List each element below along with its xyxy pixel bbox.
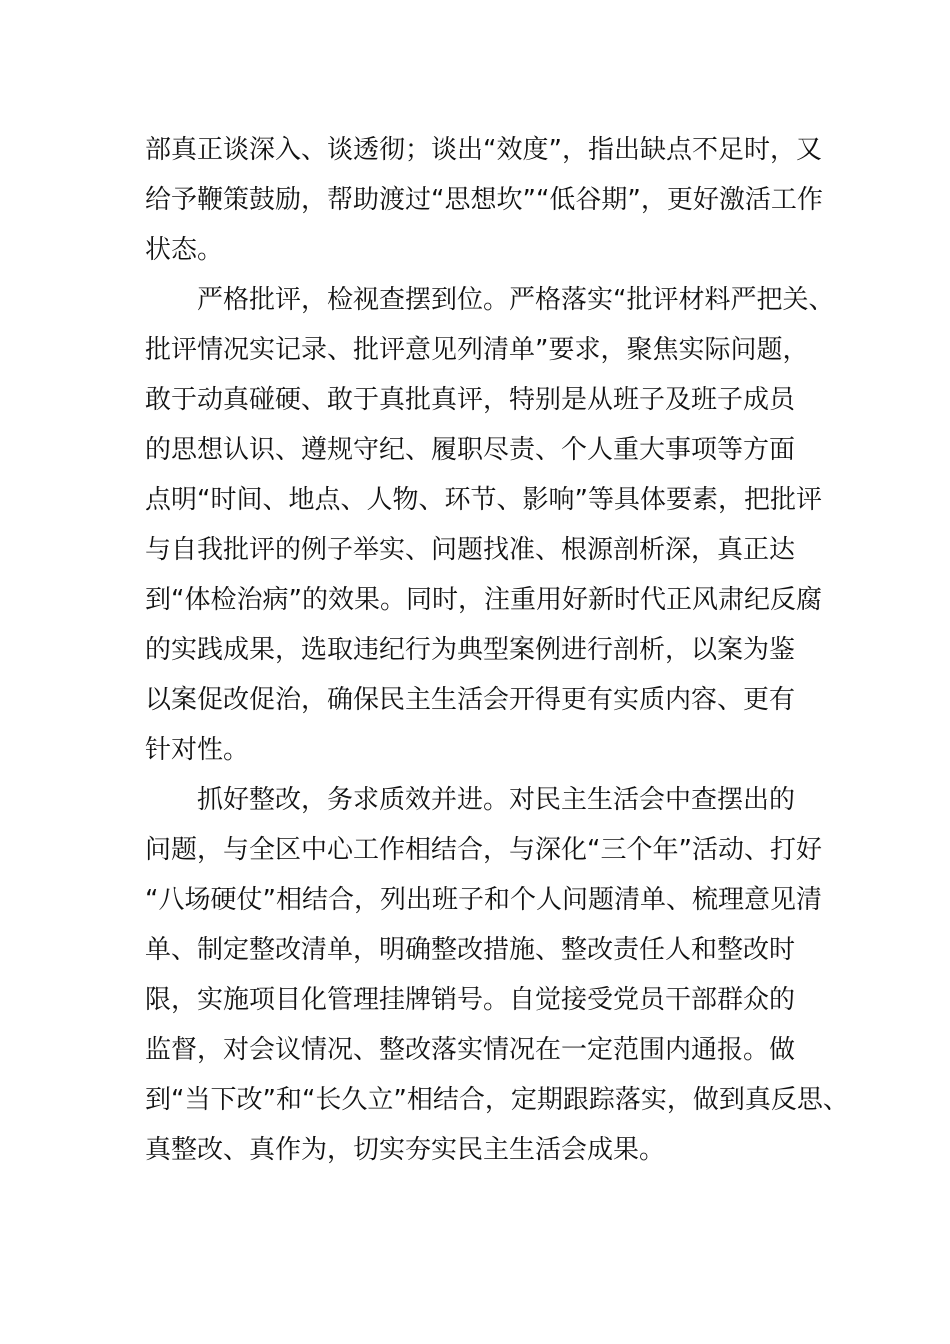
paragraph-2-line-8: 的实践成果，选取违纪行为典型案例进行剖析，以案为鉴 xyxy=(145,635,796,665)
paragraph-2-line-7: 到“体检治病”的效果。同时，注重用好新时代正风肃纪反腐 xyxy=(145,585,822,615)
paragraph-1-line-1: 部真正谈深入、谈透彻；谈出“效度”，指出缺点不足时，又 xyxy=(145,135,822,165)
paragraph-2-line-10: 针对性。 xyxy=(145,735,250,765)
paragraph-2-line-3: 敢于动真碰硬、敢于真批真评，特别是从班子及班子成员 xyxy=(145,385,796,415)
paragraph-3-line-5: 限，实施项目化管理挂牌销号。自觉接受党员干部群众的 xyxy=(145,985,796,1015)
paragraph-3-line-7: 到“当下改”和“长久立”相结合，定期跟踪落实，做到真反思、 xyxy=(145,1085,849,1115)
paragraph-2-line-6: 与自我批评的例子举实、问题找准、根源剖析深，真正达 xyxy=(145,535,796,565)
paragraph-3-line-2: 问题，与全区中心工作相结合，与深化“三个年”活动、打好 xyxy=(145,835,822,865)
paragraph-2-line-5: 点明“时间、地点、人物、环节、影响”等具体要素，把批评 xyxy=(145,485,822,515)
paragraph-3-line-3: “八场硬仗”相结合，列出班子和个人问题清单、梳理意见清 xyxy=(145,885,822,915)
paragraph-3-line-8: 真整改、真作为，切实夯实民主生活会成果。 xyxy=(145,1135,666,1165)
paragraph-2-line-4: 的思想认识、遵规守纪、履职尽责、个人重大事项等方面 xyxy=(145,435,796,465)
paragraph-3-line-4: 单、制定整改清单，明确整改措施、整改责任人和整改时 xyxy=(145,935,796,965)
paragraph-1-line-2: 给予鞭策鼓励，帮助渡过“思想坎”“低谷期”，更好激活工作 xyxy=(145,185,823,215)
paragraph-1-line-3: 状态。 xyxy=(145,235,224,265)
paragraph-3-line-1: 抓好整改，务求质效并进。对民主生活会中查摆出的 xyxy=(197,785,796,815)
paragraph-2-line-2: 批评情况实记录、批评意见列清单”要求，聚焦实际问题， xyxy=(145,335,809,365)
paragraph-3-line-6: 监督，对会议情况、整改落实情况在一定范围内通报。做 xyxy=(145,1035,796,1065)
paragraph-2-line-1: 严格批评，检视查摆到位。严格落实“批评材料严把关、 xyxy=(197,285,835,315)
paragraph-2-line-9: 以案促改促治，确保民主生活会开得更有实质内容、更有 xyxy=(145,685,796,715)
